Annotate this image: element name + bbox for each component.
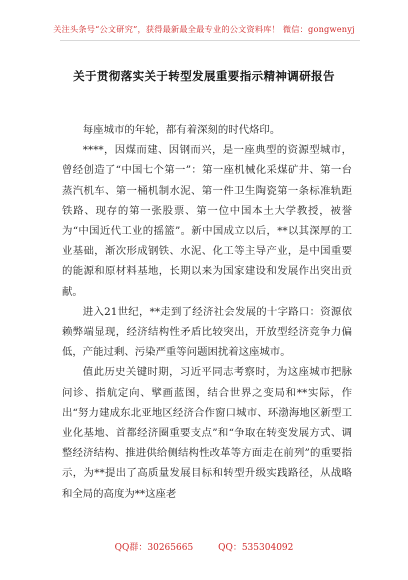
document-body (62, 120, 352, 504)
header-divider (60, 40, 360, 41)
paragraph: ****，因煤而建、因钢而兴，是一座典型的资源型城市，曾经创造了“中国七个第一”：第一座机械化采煤矿井、第一台蒸汽机车、第一桶机制水泥、第一件卫生陶瓷第一条标准轨距铁路、现存的第一张股票、第一位中国本土大学教授，被誉为“中国近代工业的摇篮”。新中国成立以后，**以其深厚的工业基础，渐次形成钢铁、水泥、化工等主导产业，是中国重要的能源和原材料基地，长期以来为国家建设和发展作出突出贡献。 (62, 144, 352, 298)
footer-qq: QQ：535304092 (218, 543, 294, 553)
paragraph: 进入21世纪，**走到了经济社会发展的十字路口：资源依赖弊端显现，经济结构性矛盾比较突出，开放型经济竞争力偏低，产能过剩、污染严重等问题困扰着这座城市。 (62, 305, 352, 359)
paragraph: 每座城市的年轮，都有着深刻的时代烙印。 (82, 124, 281, 136)
document-title: 关于贯彻落实关于转型发展重要指示精神调研报告 (73, 69, 335, 83)
footer-qq-group: QQ群：30265665 (114, 543, 194, 553)
footer-contact (0, 540, 408, 553)
paragraph: 值此历史关键时期，习近平同志考察时，为这座城市把脉问诊、指航定向、擘画蓝图，结合世界之变局和**实际，作出“努力建成东北亚地区经济合作窗口城市、环渤海地区新型工业化基地、首都经济圈重要支点”和“争取在转变发展方式、调整经济结构、推进供给侧结构性改革等方面走在前列”的重要指示，为**提出了高质量发展目标和转型升级实践路径，从战略和全局的高度为**这座老 (62, 366, 352, 500)
header-note: 关注头条号“公文研究”，获得最新最全最专业的公文资料库！ 微信：gongwenyj (53, 24, 355, 34)
